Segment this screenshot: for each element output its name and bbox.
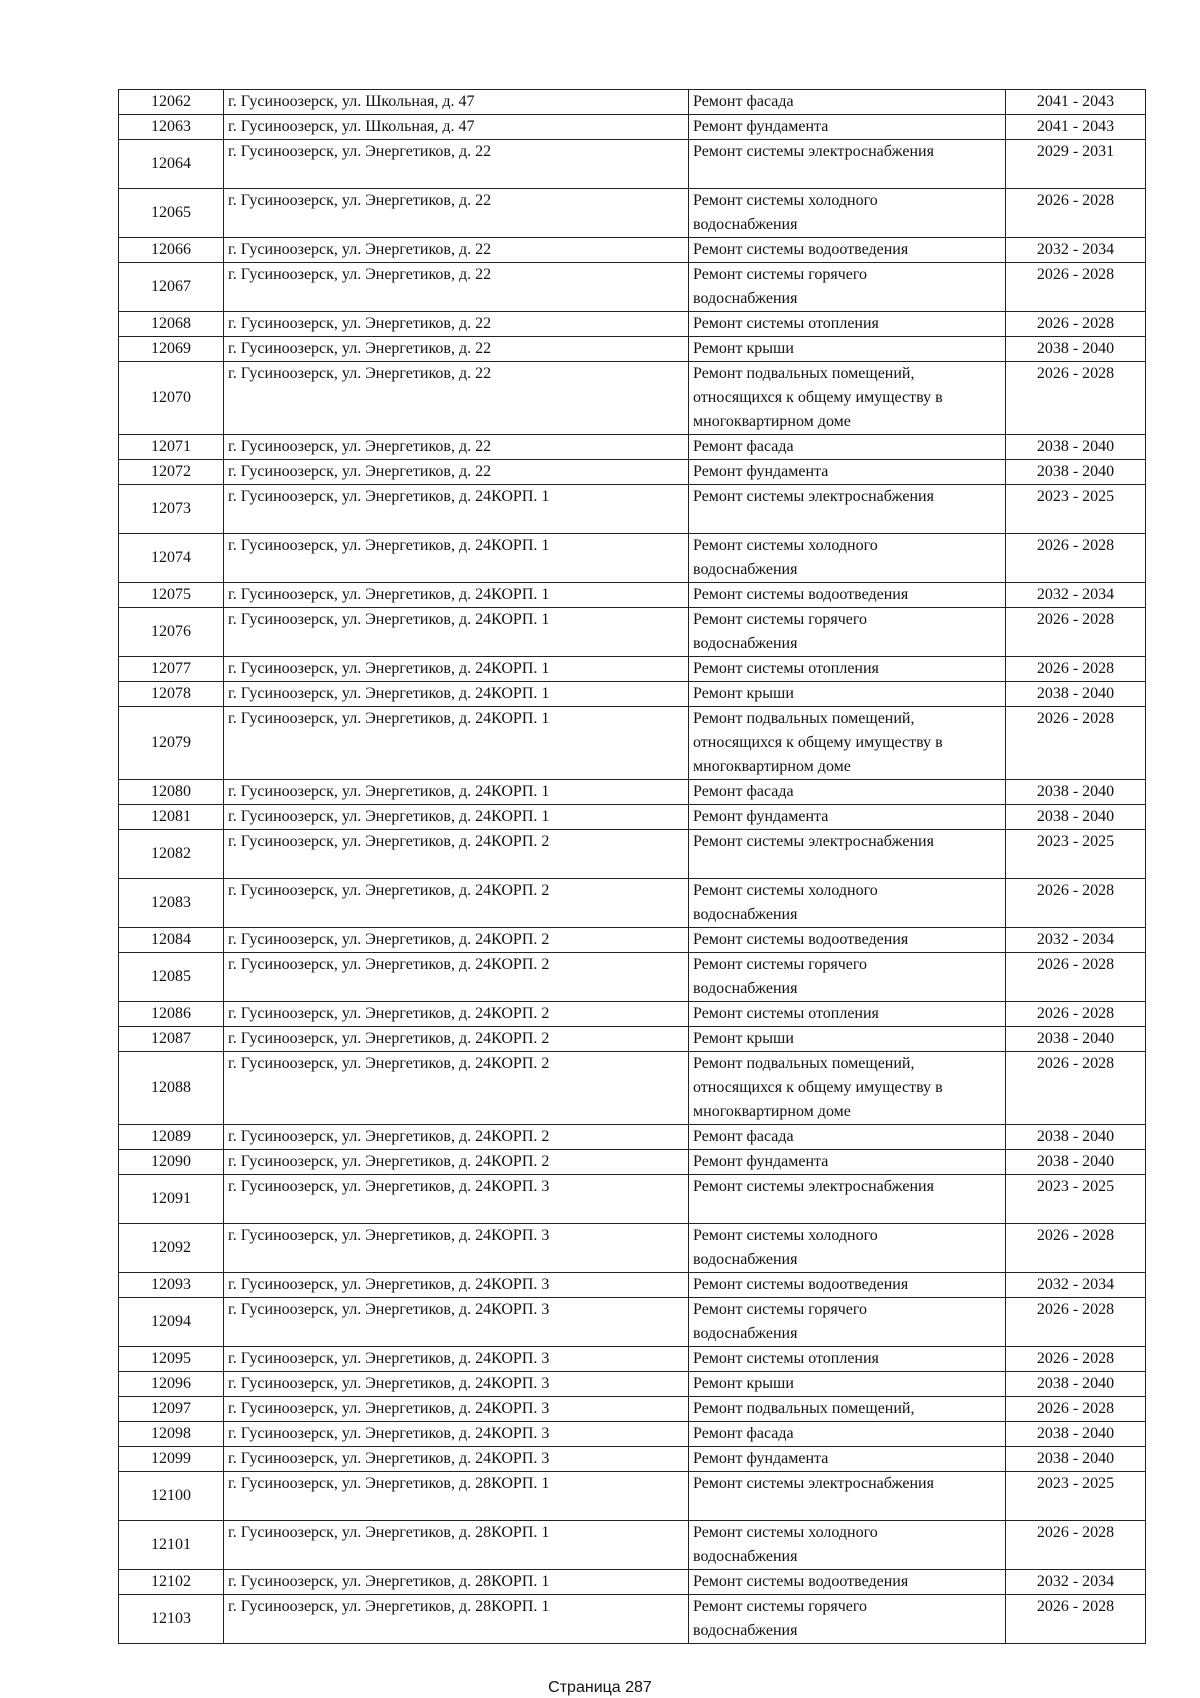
address-cell: г. Гусиноозерск, ул. Энергетиков, д. 24КОРП. 1 [224, 657, 689, 682]
table-row [119, 485, 1146, 534]
table-row [119, 1595, 1146, 1644]
work-type-line: водоснабжения [693, 561, 798, 578]
work-type-line: Ремонт системы электроснабжения [693, 1178, 934, 1195]
work-type-line: Ремонт системы водоотведения [693, 931, 909, 948]
row-number-cell: 12089 [119, 1125, 224, 1150]
table-row [119, 1027, 1146, 1052]
table-row [119, 1052, 1146, 1125]
work-type-line: Ремонт системы холодного [693, 192, 878, 209]
work-type-cell [689, 140, 1006, 189]
work-type-cell [689, 608, 1006, 657]
address-cell: г. Гусиноозерск, ул. Энергетиков, д. 24КОРП. 1 [224, 780, 689, 805]
work-type-line: Ремонт подвальных помещений, [693, 365, 915, 382]
address-cell: г. Гусиноозерск, ул. Энергетиков, д. 24КОРП. 3 [224, 1224, 689, 1273]
work-type-cell [689, 337, 1006, 362]
years-cell: 2026 - 2028 [1006, 1521, 1146, 1570]
years-cell: 2032 - 2034 [1006, 238, 1146, 263]
address-cell: г. Гусиноозерск, ул. Энергетиков, д. 24КОРП. 3 [224, 1175, 689, 1224]
row-number-cell: 12079 [119, 707, 224, 780]
work-type-line: Ремонт системы водоотведения [693, 241, 909, 258]
years-cell: 2026 - 2028 [1006, 534, 1146, 583]
row-number-cell: 12068 [119, 312, 224, 337]
years-cell: 2032 - 2034 [1006, 1273, 1146, 1298]
work-type-line: Ремонт системы электроснабжения [693, 833, 934, 850]
table-row [119, 1521, 1146, 1570]
work-type-line: водоснабжения [693, 906, 798, 923]
work-type-cell [689, 90, 1006, 115]
row-number-cell: 12080 [119, 780, 224, 805]
address-cell: г. Гусиноозерск, ул. Энергетиков, д. 24КОРП. 1 [224, 583, 689, 608]
address-cell: г. Гусиноозерск, ул. Энергетиков, д. 24КОРП. 3 [224, 1447, 689, 1472]
work-type-cell [689, 682, 1006, 707]
table-row [119, 115, 1146, 140]
table-row [119, 583, 1146, 608]
row-number-cell: 12098 [119, 1422, 224, 1447]
row-number-cell: 12093 [119, 1273, 224, 1298]
work-type-cell [689, 1595, 1006, 1644]
table-row [119, 90, 1146, 115]
table-row [119, 1347, 1146, 1372]
row-number-cell: 12100 [119, 1472, 224, 1521]
row-number-cell: 12097 [119, 1397, 224, 1422]
row-number-cell: 12076 [119, 608, 224, 657]
table-row [119, 534, 1146, 583]
years-cell: 2026 - 2028 [1006, 189, 1146, 238]
table-row [119, 435, 1146, 460]
work-type-line: многоквартирном доме [693, 758, 851, 775]
address-cell: г. Гусиноозерск, ул. Энергетиков, д. 22 [224, 189, 689, 238]
address-cell: г. Гусиноозерск, ул. Школьная, д. 47 [224, 90, 689, 115]
work-type-line: Ремонт подвальных помещений, [693, 1055, 915, 1072]
work-type-cell [689, 1397, 1006, 1422]
years-cell: 2032 - 2034 [1006, 928, 1146, 953]
table-row [119, 337, 1146, 362]
work-type-cell [689, 1125, 1006, 1150]
work-type-line: Ремонт системы водоотведения [693, 1573, 909, 1590]
work-type-line: Ремонт фундамента [693, 1153, 829, 1170]
table-row [119, 608, 1146, 657]
row-number-cell: 12102 [119, 1570, 224, 1595]
work-type-line: Ремонт системы горячего [693, 956, 868, 973]
work-type-cell [689, 1570, 1006, 1595]
row-number-cell: 12070 [119, 362, 224, 435]
years-cell: 2026 - 2028 [1006, 657, 1146, 682]
years-cell: 2038 - 2040 [1006, 1372, 1146, 1397]
table-row [119, 657, 1146, 682]
years-cell: 2038 - 2040 [1006, 1027, 1146, 1052]
row-number-cell: 12084 [119, 928, 224, 953]
work-type-line: Ремонт системы горячего [693, 266, 868, 283]
years-cell: 2023 - 2025 [1006, 1175, 1146, 1224]
years-cell: 2038 - 2040 [1006, 1447, 1146, 1472]
address-cell: г. Гусиноозерск, ул. Энергетиков, д. 22 [224, 435, 689, 460]
years-cell: 2026 - 2028 [1006, 312, 1146, 337]
table-row [119, 707, 1146, 780]
years-cell: 2041 - 2043 [1006, 90, 1146, 115]
work-type-line: Ремонт фундамента [693, 808, 829, 825]
work-type-line: Ремонт фасада [693, 93, 794, 110]
years-cell: 2026 - 2028 [1006, 362, 1146, 435]
row-number-cell: 12064 [119, 140, 224, 189]
work-type-cell [689, 1002, 1006, 1027]
work-type-line: водоснабжения [693, 1622, 798, 1639]
table-row [119, 1175, 1146, 1224]
row-number-cell: 12092 [119, 1224, 224, 1273]
address-cell: г. Гусиноозерск, ул. Энергетиков, д. 28КОРП. 1 [224, 1570, 689, 1595]
work-type-line: Ремонт крыши [693, 1030, 794, 1047]
address-cell: г. Гусиноозерск, ул. Энергетиков, д. 28КОРП. 1 [224, 1521, 689, 1570]
work-type-line: Ремонт системы водоотведения [693, 1276, 909, 1293]
table-row [119, 928, 1146, 953]
row-number-cell: 12065 [119, 189, 224, 238]
work-type-cell [689, 485, 1006, 534]
work-type-line: относящихся к общему имуществу в [693, 389, 943, 406]
work-type-line: Ремонт фасада [693, 438, 794, 455]
row-number-cell: 12087 [119, 1027, 224, 1052]
work-type-line: Ремонт системы холодного [693, 1227, 878, 1244]
address-cell: г. Гусиноозерск, ул. Энергетиков, д. 24КОРП. 3 [224, 1397, 689, 1422]
address-cell: г. Гусиноозерск, ул. Энергетиков, д. 28КОРП. 1 [224, 1595, 689, 1644]
table-body [119, 90, 1146, 1644]
work-type-line: Ремонт системы холодного [693, 882, 878, 899]
work-type-line: водоснабжения [693, 1325, 798, 1342]
work-type-cell [689, 1052, 1006, 1125]
work-type-cell [689, 830, 1006, 879]
work-type-cell [689, 1347, 1006, 1372]
address-cell: г. Гусиноозерск, ул. Школьная, д. 47 [224, 115, 689, 140]
table-row [119, 1472, 1146, 1521]
work-type-cell [689, 1027, 1006, 1052]
row-number-cell: 12090 [119, 1150, 224, 1175]
row-number-cell: 12062 [119, 90, 224, 115]
row-number-cell: 12103 [119, 1595, 224, 1644]
work-type-cell [689, 1273, 1006, 1298]
years-cell: 2026 - 2028 [1006, 1298, 1146, 1347]
address-cell: г. Гусиноозерск, ул. Энергетиков, д. 24КОРП. 3 [224, 1298, 689, 1347]
table-row [119, 1150, 1146, 1175]
table-row [119, 1397, 1146, 1422]
address-cell: г. Гусиноозерск, ул. Энергетиков, д. 24КОРП. 2 [224, 830, 689, 879]
work-type-line: водоснабжения [693, 1548, 798, 1565]
table-row [119, 312, 1146, 337]
table-row [119, 830, 1146, 879]
years-cell: 2026 - 2028 [1006, 953, 1146, 1002]
years-cell: 2026 - 2028 [1006, 879, 1146, 928]
years-cell: 2026 - 2028 [1006, 1595, 1146, 1644]
work-type-cell [689, 435, 1006, 460]
work-type-line: Ремонт системы горячего [693, 1598, 868, 1615]
table-row [119, 1570, 1146, 1595]
table-row [119, 238, 1146, 263]
work-type-cell [689, 1372, 1006, 1397]
years-cell: 2032 - 2034 [1006, 583, 1146, 608]
years-cell: 2026 - 2028 [1006, 1397, 1146, 1422]
address-cell: г. Гусиноозерск, ул. Энергетиков, д. 24КОРП. 2 [224, 879, 689, 928]
address-cell: г. Гусиноозерск, ул. Энергетиков, д. 24КОРП. 1 [224, 534, 689, 583]
years-cell: 2029 - 2031 [1006, 140, 1146, 189]
address-cell: г. Гусиноозерск, ул. Энергетиков, д. 24КОРП. 2 [224, 1002, 689, 1027]
address-cell: г. Гусиноозерск, ул. Энергетиков, д. 24КОРП. 1 [224, 608, 689, 657]
work-type-cell [689, 460, 1006, 485]
work-type-line: Ремонт подвальных помещений, [693, 710, 915, 727]
table-row [119, 1298, 1146, 1347]
work-type-line: водоснабжения [693, 1251, 798, 1268]
row-number-cell: 12073 [119, 485, 224, 534]
work-type-line: Ремонт фасада [693, 1425, 794, 1442]
address-cell: г. Гусиноозерск, ул. Энергетиков, д. 24КОРП. 1 [224, 805, 689, 830]
table-row [119, 879, 1146, 928]
work-type-cell [689, 189, 1006, 238]
table-row [119, 1372, 1146, 1397]
row-number-cell: 12099 [119, 1447, 224, 1472]
work-type-cell [689, 534, 1006, 583]
address-cell: г. Гусиноозерск, ул. Энергетиков, д. 24КОРП. 2 [224, 1125, 689, 1150]
table-row [119, 1224, 1146, 1273]
work-type-cell [689, 583, 1006, 608]
row-number-cell: 12094 [119, 1298, 224, 1347]
work-type-line: относящихся к общему имуществу в [693, 1079, 943, 1096]
work-type-cell [689, 362, 1006, 435]
work-type-line: водоснабжения [693, 980, 798, 997]
address-cell: г. Гусиноозерск, ул. Энергетиков, д. 22 [224, 362, 689, 435]
address-cell: г. Гусиноозерск, ул. Энергетиков, д. 22 [224, 140, 689, 189]
work-type-cell [689, 1298, 1006, 1347]
address-cell: г. Гусиноозерск, ул. Энергетиков, д. 22 [224, 263, 689, 312]
work-type-line: Ремонт фасада [693, 1128, 794, 1145]
table-row [119, 189, 1146, 238]
table-row [119, 263, 1146, 312]
repair-schedule-table [118, 89, 1146, 1644]
table-row [119, 362, 1146, 435]
work-type-line: Ремонт фундамента [693, 118, 829, 135]
work-type-line: Ремонт фасада [693, 783, 794, 800]
work-type-cell [689, 928, 1006, 953]
years-cell: 2038 - 2040 [1006, 337, 1146, 362]
address-cell: г. Гусиноозерск, ул. Энергетиков, д. 24КОРП. 1 [224, 485, 689, 534]
page-number: Страница 287 [548, 1679, 652, 1696]
years-cell: 2038 - 2040 [1006, 1125, 1146, 1150]
work-type-line: Ремонт системы электроснабжения [693, 143, 934, 160]
years-cell: 2038 - 2040 [1006, 805, 1146, 830]
work-type-cell [689, 657, 1006, 682]
work-type-cell [689, 1150, 1006, 1175]
work-type-line: Ремонт крыши [693, 340, 794, 357]
table-row [119, 1447, 1146, 1472]
address-cell: г. Гусиноозерск, ул. Энергетиков, д. 24КОРП. 3 [224, 1372, 689, 1397]
row-number-cell: 12091 [119, 1175, 224, 1224]
table-row [119, 1002, 1146, 1027]
work-type-line: многоквартирном доме [693, 1103, 851, 1120]
work-type-line: Ремонт подвальных помещений, [693, 1400, 915, 1417]
years-cell: 2038 - 2040 [1006, 780, 1146, 805]
years-cell: 2023 - 2025 [1006, 1472, 1146, 1521]
table-row [119, 780, 1146, 805]
work-type-line: многоквартирном доме [693, 413, 851, 430]
work-type-line: водоснабжения [693, 290, 798, 307]
work-type-cell [689, 1224, 1006, 1273]
address-cell: г. Гусиноозерск, ул. Энергетиков, д. 24КОРП. 2 [224, 1027, 689, 1052]
years-cell: 2026 - 2028 [1006, 707, 1146, 780]
row-number-cell: 12085 [119, 953, 224, 1002]
table-row [119, 682, 1146, 707]
address-cell: г. Гусиноозерск, ул. Энергетиков, д. 24КОРП. 2 [224, 953, 689, 1002]
work-type-cell [689, 263, 1006, 312]
work-type-cell [689, 707, 1006, 780]
work-type-cell [689, 953, 1006, 1002]
work-type-line: Ремонт крыши [693, 685, 794, 702]
work-type-cell [689, 780, 1006, 805]
row-number-cell: 12066 [119, 238, 224, 263]
table-row [119, 1422, 1146, 1447]
work-type-line: Ремонт системы отопления [693, 1005, 879, 1022]
row-number-cell: 12067 [119, 263, 224, 312]
work-type-line: Ремонт системы электроснабжения [693, 488, 934, 505]
row-number-cell: 12077 [119, 657, 224, 682]
work-type-cell [689, 312, 1006, 337]
address-cell: г. Гусиноозерск, ул. Энергетиков, д. 22 [224, 337, 689, 362]
years-cell: 2026 - 2028 [1006, 1347, 1146, 1372]
row-number-cell: 12063 [119, 115, 224, 140]
address-cell: г. Гусиноозерск, ул. Энергетиков, д. 24КОРП. 2 [224, 928, 689, 953]
years-cell: 2023 - 2025 [1006, 830, 1146, 879]
years-cell: 2026 - 2028 [1006, 1224, 1146, 1273]
work-type-line: водоснабжения [693, 635, 798, 652]
address-cell: г. Гусиноозерск, ул. Энергетиков, д. 24КОРП. 2 [224, 1150, 689, 1175]
row-number-cell: 12082 [119, 830, 224, 879]
row-number-cell: 12081 [119, 805, 224, 830]
work-type-line: Ремонт системы отопления [693, 660, 879, 677]
years-cell: 2041 - 2043 [1006, 115, 1146, 140]
table-row [119, 140, 1146, 189]
address-cell: г. Гусиноозерск, ул. Энергетиков, д. 24КОРП. 3 [224, 1273, 689, 1298]
work-type-line: Ремонт системы горячего [693, 1301, 868, 1318]
work-type-cell [689, 1447, 1006, 1472]
work-type-line: Ремонт фундамента [693, 1450, 829, 1467]
work-type-cell [689, 1422, 1006, 1447]
years-cell: 2038 - 2040 [1006, 682, 1146, 707]
row-number-cell: 12074 [119, 534, 224, 583]
address-cell: г. Гусиноозерск, ул. Энергетиков, д. 22 [224, 238, 689, 263]
table-row [119, 805, 1146, 830]
years-cell: 2038 - 2040 [1006, 435, 1146, 460]
address-cell: г. Гусиноозерск, ул. Энергетиков, д. 22 [224, 460, 689, 485]
years-cell: 2026 - 2028 [1006, 608, 1146, 657]
work-type-line: Ремонт системы холодного [693, 1524, 878, 1541]
row-number-cell: 12088 [119, 1052, 224, 1125]
row-number-cell: 12075 [119, 583, 224, 608]
work-type-cell [689, 879, 1006, 928]
row-number-cell: 12072 [119, 460, 224, 485]
row-number-cell: 12095 [119, 1347, 224, 1372]
row-number-cell: 12086 [119, 1002, 224, 1027]
years-cell: 2032 - 2034 [1006, 1570, 1146, 1595]
address-cell: г. Гусиноозерск, ул. Энергетиков, д. 22 [224, 312, 689, 337]
work-type-cell [689, 1175, 1006, 1224]
work-type-cell [689, 1472, 1006, 1521]
row-number-cell: 12078 [119, 682, 224, 707]
years-cell: 2038 - 2040 [1006, 1422, 1146, 1447]
work-type-line: Ремонт системы отопления [693, 315, 879, 332]
address-cell: г. Гусиноозерск, ул. Энергетиков, д. 24КОРП. 1 [224, 682, 689, 707]
table-row [119, 1273, 1146, 1298]
years-cell: 2038 - 2040 [1006, 1150, 1146, 1175]
address-cell: г. Гусиноозерск, ул. Энергетиков, д. 24КОРП. 2 [224, 1052, 689, 1125]
table-row [119, 953, 1146, 1002]
row-number-cell: 12101 [119, 1521, 224, 1570]
table-row [119, 1125, 1146, 1150]
work-type-line: Ремонт фундамента [693, 463, 829, 480]
years-cell: 2026 - 2028 [1006, 263, 1146, 312]
work-type-line: относящихся к общему имуществу в [693, 734, 943, 751]
row-number-cell: 12071 [119, 435, 224, 460]
work-type-line: Ремонт крыши [693, 1375, 794, 1392]
years-cell: 2026 - 2028 [1006, 1002, 1146, 1027]
table-row [119, 460, 1146, 485]
work-type-line: водоснабжения [693, 216, 798, 233]
work-type-cell [689, 238, 1006, 263]
work-type-line: Ремонт системы водоотведения [693, 586, 909, 603]
work-type-cell [689, 805, 1006, 830]
years-cell: 2038 - 2040 [1006, 460, 1146, 485]
row-number-cell: 12069 [119, 337, 224, 362]
work-type-line: Ремонт системы холодного [693, 537, 878, 554]
work-type-cell [689, 115, 1006, 140]
work-type-line: Ремонт системы отопления [693, 1350, 879, 1367]
address-cell: г. Гусиноозерск, ул. Энергетиков, д. 24КОРП. 3 [224, 1347, 689, 1372]
years-cell: 2026 - 2028 [1006, 1052, 1146, 1125]
row-number-cell: 12083 [119, 879, 224, 928]
address-cell: г. Гусиноозерск, ул. Энергетиков, д. 28КОРП. 1 [224, 1472, 689, 1521]
row-number-cell: 12096 [119, 1372, 224, 1397]
work-type-line: Ремонт системы электроснабжения [693, 1475, 934, 1492]
address-cell: г. Гусиноозерск, ул. Энергетиков, д. 24КОРП. 3 [224, 1422, 689, 1447]
work-type-line: Ремонт системы горячего [693, 611, 868, 628]
address-cell: г. Гусиноозерск, ул. Энергетиков, д. 24КОРП. 1 [224, 707, 689, 780]
years-cell: 2023 - 2025 [1006, 485, 1146, 534]
work-type-cell [689, 1521, 1006, 1570]
